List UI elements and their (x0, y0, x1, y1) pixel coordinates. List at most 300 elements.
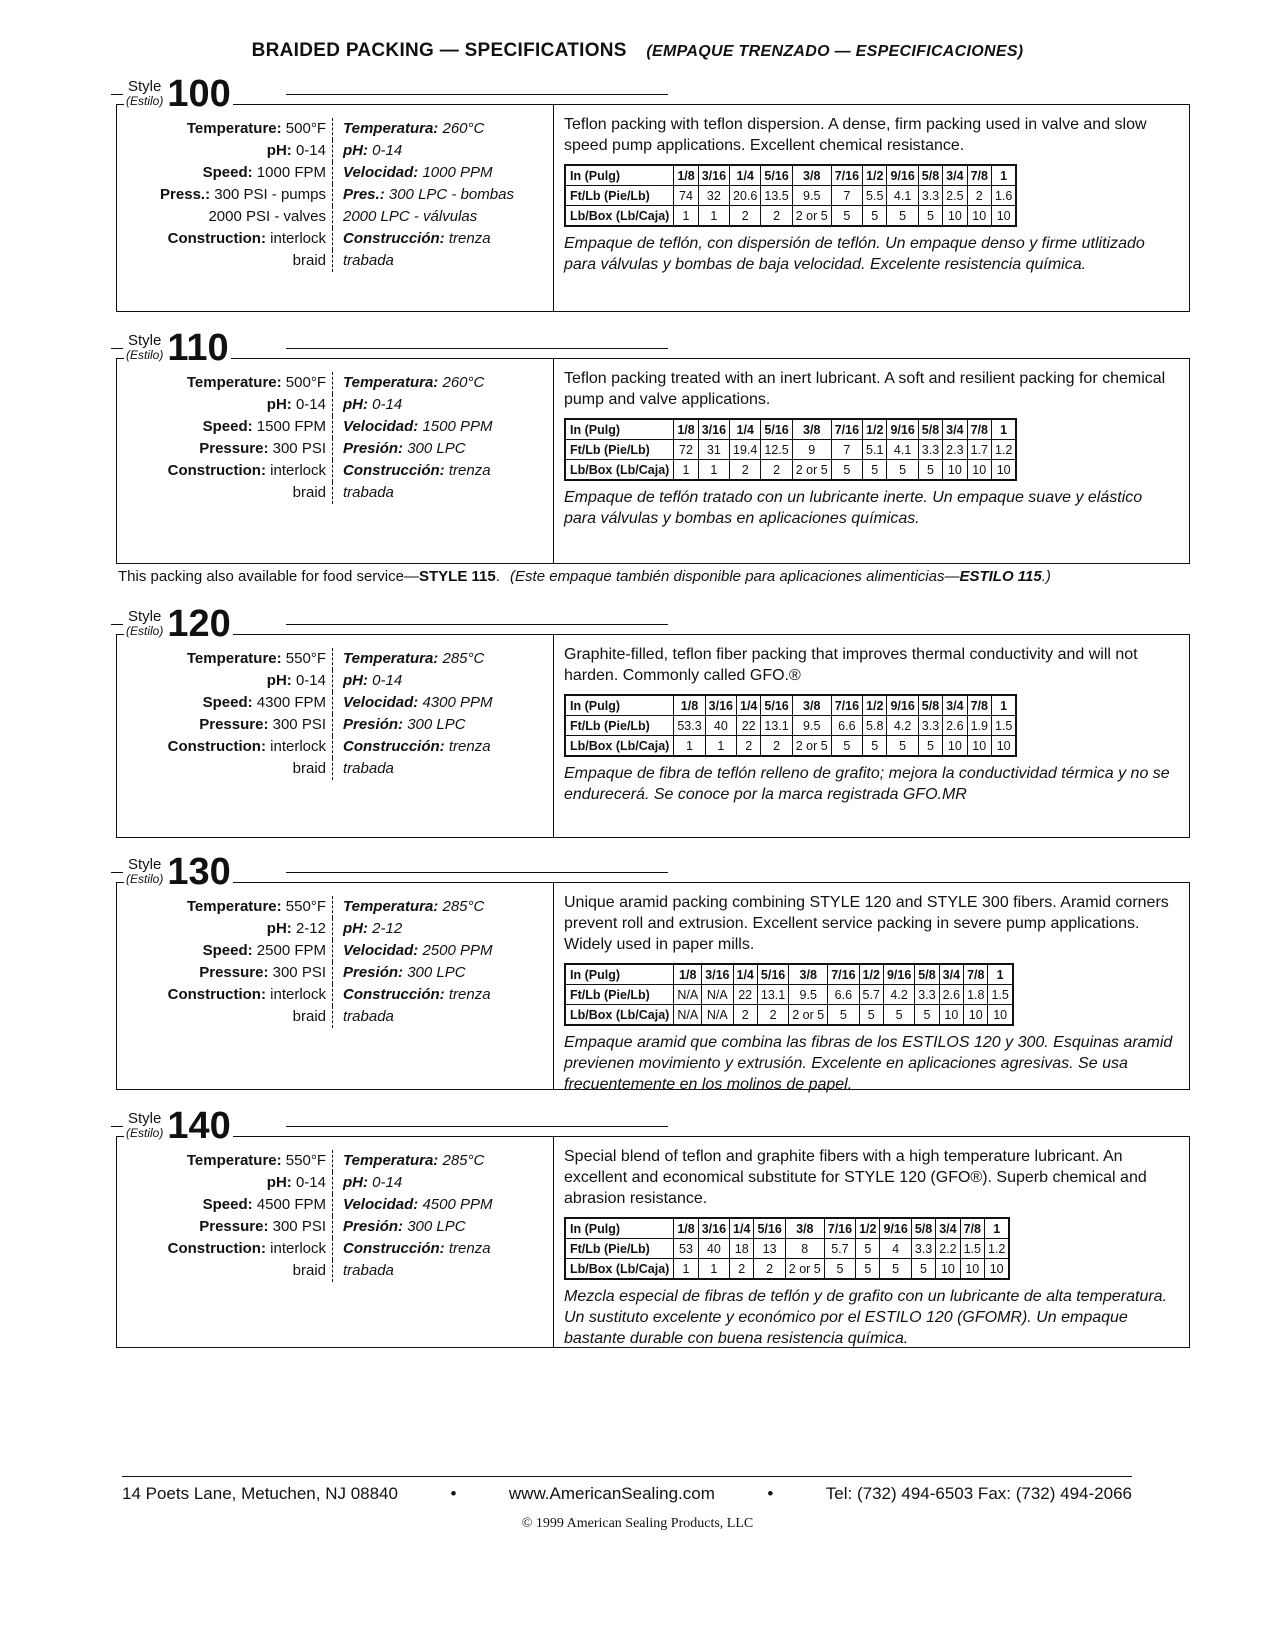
spec-row (116, 228, 554, 250)
size-cell: 1 (988, 964, 1013, 985)
lbbox-cell: 5 (887, 460, 918, 481)
spec-en-label: pH: (266, 396, 292, 413)
size-cell: 7/8 (967, 419, 991, 440)
ftlb-row (565, 1239, 1009, 1259)
spec-es-label: Pres.: (343, 186, 385, 203)
spec-en-value: 2-12 (295, 920, 326, 937)
size-cell: 1/2 (856, 1218, 880, 1239)
footer-website[interactable]: www.AmericanSealing.com (508, 1484, 715, 1503)
spec-divider (332, 162, 341, 184)
lbbox-cell: 5 (831, 460, 862, 481)
size-cell: 3/8 (789, 964, 828, 985)
spec-row (116, 1006, 554, 1028)
spec-divider (332, 714, 341, 736)
description-panel (564, 1146, 1176, 1349)
spec-en-value: braid (292, 1008, 326, 1025)
spec-es (341, 714, 554, 736)
spec-en-label: Construction: (167, 738, 266, 755)
spec-en-label: Pressure: (199, 964, 269, 981)
note-es-bold: ESTILO 115 (959, 568, 1042, 585)
spec-en (116, 896, 328, 918)
spec-es-value: 0-14 (372, 1174, 403, 1191)
spec-divider (332, 1238, 341, 1260)
spec-es-value: 285°C (442, 898, 485, 915)
size-cell: 9/16 (887, 419, 918, 440)
ftlb-cell: 53 (674, 1239, 698, 1259)
ftlb-cell: 5.1 (863, 440, 887, 460)
spec-list (116, 1150, 554, 1282)
size-cell: 5/8 (915, 964, 939, 985)
spec-en-value: 0-14 (295, 396, 326, 413)
spec-es (341, 758, 554, 780)
description-en: Graphite-filled, teflon fiber packing that improves thermal conductivity and will not harden. Commonly called GFO.® (564, 646, 1138, 684)
lbbox-cell: 1 (674, 206, 698, 227)
spec-es-value: trenza (448, 1240, 491, 1257)
lbbox-header: Lb/Box (Lb/Caja) (565, 460, 674, 481)
spec-es-label: pH: (343, 920, 368, 937)
size-cell: 1/2 (863, 695, 887, 716)
style-word: Style (127, 1110, 162, 1127)
size-cell: 5/16 (761, 695, 792, 716)
spec-en-value: interlock (270, 738, 326, 755)
spec-en (116, 1150, 328, 1172)
spec-es-label: Temperatura: (343, 374, 439, 391)
size-header: In (Pulg) (565, 419, 674, 440)
style-number: 120 (167, 603, 231, 645)
header-rule (286, 94, 668, 95)
size-cell: 3/8 (792, 419, 831, 440)
ftlb-cell: 19.4 (730, 440, 761, 460)
spec-es-label: Presión: (343, 716, 404, 733)
spec-en-value: interlock (270, 986, 326, 1003)
spec-en (116, 250, 328, 272)
ftlb-row (565, 440, 1016, 460)
spec-es (341, 896, 554, 918)
lbbox-cell: 10 (985, 1259, 1010, 1280)
style-word: Style (127, 78, 162, 95)
spec-divider (332, 206, 341, 228)
size-cell: 5/16 (757, 964, 788, 985)
spec-en (116, 670, 328, 692)
description-panel (564, 368, 1176, 529)
footer-address: 14 Poets Lane, Metuchen, NJ 08840 (122, 1484, 398, 1503)
lbbox-cell: 10 (943, 460, 967, 481)
style-block-110 (116, 327, 1190, 564)
spec-es (341, 1194, 554, 1216)
spec-es (341, 1006, 554, 1028)
spec-es (341, 140, 554, 162)
ftlb-cell: 40 (705, 716, 736, 736)
spec-en (116, 460, 328, 482)
spec-en (116, 940, 328, 962)
size-cell: 3/4 (943, 165, 967, 186)
ftlb-cell: 1.7 (967, 440, 991, 460)
spec-divider (332, 416, 341, 438)
size-cell: 1/8 (674, 964, 702, 985)
lbbox-cell: N/A (674, 1005, 702, 1026)
spec-divider (332, 1260, 341, 1282)
spec-row (116, 162, 554, 184)
lbbox-row (565, 460, 1016, 481)
size-cell: 3/16 (698, 1218, 729, 1239)
lbbox-cell: 5 (863, 206, 887, 227)
lbbox-cell: 2 or 5 (785, 1259, 824, 1280)
ftlb-cell: 72 (674, 440, 698, 460)
size-cell: 5/16 (761, 165, 792, 186)
size-cell: 1 (991, 419, 1016, 440)
spec-es-value: trenza (448, 986, 491, 1003)
spec-es-value: 2-12 (372, 920, 403, 937)
spec-divider (332, 140, 341, 162)
spec-divider (332, 438, 341, 460)
spec-divider (332, 1006, 341, 1028)
spec-es (341, 736, 554, 758)
size-cell: 3/4 (939, 964, 963, 985)
spec-es-label: Velocidad: (343, 164, 419, 181)
style-number: 140 (167, 1105, 231, 1147)
lbbox-cell: 5 (918, 206, 942, 227)
spec-row (116, 482, 554, 504)
lbbox-row (565, 736, 1016, 757)
description-en: Unique aramid packing combining STYLE 120 and STYLE 300 fibers. Aramid corners prevent roll and extrusion. Excellent service packing in severe pump applications. Widely used in paper mills. (564, 894, 1169, 953)
style-number: 110 (167, 327, 229, 369)
spec-en-label: Speed: (202, 694, 253, 711)
spec-en-value: 1000 FPM (256, 164, 326, 181)
spec-row (116, 1238, 554, 1260)
spec-row (116, 394, 554, 416)
ftlb-row (565, 716, 1016, 736)
header-rule (286, 348, 668, 349)
ftlb-cell: 7 (831, 440, 862, 460)
spec-es-value: trabada (343, 484, 394, 501)
ftlb-cell: 1.8 (964, 985, 988, 1005)
estilo-word: (Estilo) (126, 624, 164, 638)
lbbox-row (565, 206, 1016, 227)
ftlb-cell: 4.1 (887, 440, 918, 460)
ftlb-cell: 9.5 (792, 186, 831, 206)
size-cell: 5/16 (761, 419, 792, 440)
lbbox-cell: 5 (859, 1005, 883, 1026)
spec-en-label: pH: (266, 1174, 292, 1191)
style-label (126, 857, 163, 887)
spec-list (116, 372, 554, 504)
spec-es-label: Construcción: (343, 1240, 445, 1257)
ftlb-cell: 2.2 (936, 1239, 960, 1259)
style-header (124, 328, 231, 368)
ftlb-row (565, 186, 1016, 206)
ftlb-cell: 2.3 (943, 440, 967, 460)
size-cell: 9/16 (880, 1218, 911, 1239)
size-header: In (Pulg) (565, 964, 674, 985)
size-cell: 1/4 (730, 1218, 754, 1239)
spec-divider (332, 228, 341, 250)
size-cell: 1/2 (863, 165, 887, 186)
spec-es (341, 1172, 554, 1194)
spec-es (341, 1150, 554, 1172)
spec-en (116, 984, 328, 1006)
note-es-suffix: .) (1041, 568, 1051, 585)
lbbox-cell: 5 (887, 736, 918, 757)
spec-es-value: trabada (343, 252, 394, 269)
spec-en-value: 0-14 (295, 1174, 326, 1191)
size-cell: 3/16 (698, 165, 729, 186)
spec-divider (332, 758, 341, 780)
lbbox-cell: 5 (863, 460, 887, 481)
size-table (564, 694, 1017, 757)
spec-es (341, 918, 554, 940)
ftlb-cell: 22 (733, 985, 757, 1005)
spec-divider (332, 896, 341, 918)
note-en-bold: STYLE 115 (418, 568, 496, 585)
spec-en-value: 550°F (285, 650, 326, 667)
size-cell: 5/8 (918, 165, 942, 186)
spec-en-value: braid (292, 252, 326, 269)
lbbox-cell: 10 (960, 1259, 984, 1280)
spec-en (116, 1006, 328, 1028)
spec-en-label: Speed: (202, 1196, 253, 1213)
spec-divider (332, 918, 341, 940)
size-cell: 9/16 (887, 695, 918, 716)
spec-es-label: Construcción: (343, 986, 445, 1003)
header-rule (286, 1126, 668, 1127)
spec-es (341, 984, 554, 1006)
spec-divider (332, 736, 341, 758)
spec-row (116, 416, 554, 438)
spec-es (341, 648, 554, 670)
spec-divider (332, 692, 341, 714)
spec-en-value: 4300 FPM (256, 694, 326, 711)
ftlb-cell: 1.5 (991, 716, 1016, 736)
lbbox-cell: 2 (730, 460, 761, 481)
spec-row (116, 206, 554, 228)
ftlb-cell: 5.8 (863, 716, 887, 736)
spec-es (341, 118, 554, 140)
food-service-note: This packing also available for food service—STYLE 115. (Este empaque también disponible para aplicaciones alimenticias—ESTILO 115.) (118, 568, 1051, 585)
description-es: Empaque de fibra de teflón relleno de grafito; mejora la conductividad térmica y no se endurecerá. Se conoce por la marca registrada GFO.MR (564, 765, 1170, 803)
size-cell: 1/2 (859, 964, 883, 985)
spec-es-value: 260°C (442, 120, 485, 137)
ftlb-cell: 6.6 (828, 985, 859, 1005)
spec-en (116, 438, 328, 460)
lbbox-cell: 1 (698, 460, 729, 481)
size-cell: 3/16 (698, 419, 729, 440)
size-cell: 3/16 (705, 695, 736, 716)
spec-en (116, 118, 328, 140)
lbbox-cell: 10 (991, 206, 1016, 227)
spec-divider (332, 460, 341, 482)
size-cell: 3/4 (943, 695, 967, 716)
ftlb-cell: 12.5 (761, 440, 792, 460)
lbbox-cell: 2 (730, 206, 761, 227)
ftlb-cell: 4.1 (887, 186, 918, 206)
lbbox-cell: 1 (698, 1259, 729, 1280)
spec-list (116, 896, 554, 1028)
spec-es-label: Construcción: (343, 738, 445, 755)
size-cell: 1/4 (733, 964, 757, 985)
ftlb-cell: 5.7 (859, 985, 883, 1005)
ftlb-header: Ft/Lb (Pie/Lb) (565, 716, 674, 736)
spec-es-value: 4500 PPM (422, 1196, 493, 1213)
spec-en-value: 500°F (285, 374, 326, 391)
spec-en-label: Speed: (202, 418, 253, 435)
footer-bullet: • (450, 1484, 457, 1503)
lbbox-cell: 10 (939, 1005, 963, 1026)
spec-es-label: Presión: (343, 964, 404, 981)
style-number: 100 (167, 73, 231, 115)
spec-row (116, 1194, 554, 1216)
spec-en-value: 4500 FPM (256, 1196, 326, 1213)
spec-divider (332, 648, 341, 670)
ftlb-cell: 8 (785, 1239, 824, 1259)
lbbox-cell: 2 (737, 736, 761, 757)
style-header (124, 852, 233, 892)
lbbox-cell: 2 (757, 1005, 788, 1026)
spec-es-value: 300 LPC - bombas (388, 186, 514, 203)
lbbox-cell: 2 (733, 1005, 757, 1026)
spec-en-value: 0-14 (295, 672, 326, 689)
spec-es-value: 285°C (442, 650, 485, 667)
size-cell: 7/16 (828, 964, 859, 985)
spec-es-label: pH: (343, 396, 368, 413)
size-cell: 3/8 (792, 695, 831, 716)
spec-es (341, 372, 554, 394)
style-block-120 (116, 603, 1190, 838)
spec-en-label: Construction: (167, 462, 266, 479)
lbbox-header: Lb/Box (Lb/Caja) (565, 1005, 674, 1026)
ftlb-cell: 5.5 (863, 186, 887, 206)
description-es: Empaque de teflón, con dispersión de teflón. Un empaque denso y firme utlitizado para válvulas y bombas de baja velocidad. Excelente resistencia química. (564, 235, 1145, 273)
spec-en-value: 300 PSI (272, 440, 326, 457)
spec-row (116, 896, 554, 918)
lbbox-cell: 5 (887, 206, 918, 227)
style-label (126, 609, 163, 639)
note-es-prefix: (Este empaque también disponible para aplicaciones alimenticias— (510, 568, 960, 585)
spec-es-value: trenza (448, 462, 491, 479)
header-rule (111, 348, 123, 349)
estilo-word: (Estilo) (126, 94, 164, 108)
spec-row (116, 118, 554, 140)
ftlb-cell: 4.2 (883, 985, 914, 1005)
spec-en (116, 140, 328, 162)
spec-en-value: 2500 FPM (256, 942, 326, 959)
spec-en-label: pH: (266, 920, 292, 937)
ftlb-cell: 13 (754, 1239, 785, 1259)
ftlb-cell: 1.2 (991, 440, 1016, 460)
style-header (124, 604, 233, 644)
size-cell: 3/4 (943, 419, 967, 440)
size-cell: 5/8 (911, 1218, 935, 1239)
spec-en-value: 2000 PSI - valves (208, 208, 326, 225)
page-title (0, 40, 1275, 62)
spec-row (116, 460, 554, 482)
lbbox-cell: 10 (991, 736, 1016, 757)
estilo-word: (Estilo) (126, 348, 164, 362)
footer-phone: Tel: (732) 494-6503 Fax: (732) 494-2066 (825, 1484, 1132, 1503)
spec-en-value: 550°F (285, 1152, 326, 1169)
spec-en (116, 692, 328, 714)
spec-en-value: 0-14 (295, 142, 326, 159)
size-cell: 1/2 (863, 419, 887, 440)
size-table (564, 1217, 1010, 1280)
lbbox-cell: 10 (967, 206, 991, 227)
description-es: Empaque de teflón tratado con un lubricante inerte. Un empaque suave y elástico para válvulas y bombas en aplicaciones químicas. (564, 489, 1143, 527)
spec-en-value: interlock (270, 1240, 326, 1257)
size-cell: 7/16 (831, 165, 862, 186)
spec-es (341, 416, 554, 438)
ftlb-cell: 9 (792, 440, 831, 460)
spec-es-label: Temperatura: (343, 120, 439, 137)
lbbox-cell: 5 (831, 206, 862, 227)
spec-en-label: pH: (266, 142, 292, 159)
header-rule (286, 872, 668, 873)
spec-en-label: pH: (266, 672, 292, 689)
spec-en (116, 1194, 328, 1216)
description-en: Teflon packing with teflon dispersion. A dense, firm packing used in valve and slow speed pump applications. Excellent chemical resistance. (564, 116, 1147, 154)
spec-es-label: Temperatura: (343, 1152, 439, 1169)
size-cell: 3/4 (936, 1218, 960, 1239)
spec-es-value: trabada (343, 1262, 394, 1279)
style-number: 130 (167, 851, 231, 893)
spec-en (116, 162, 328, 184)
size-cell: 9/16 (887, 165, 918, 186)
lbbox-cell: 1 (698, 206, 729, 227)
lbbox-header: Lb/Box (Lb/Caja) (565, 1259, 674, 1280)
spec-row (116, 670, 554, 692)
spec-divider (332, 1194, 341, 1216)
size-cell: 7/16 (824, 1218, 855, 1239)
size-cell: 1 (985, 1218, 1010, 1239)
style-word: Style (127, 332, 162, 349)
size-cell: 5/16 (754, 1218, 785, 1239)
size-cell: 1/8 (674, 165, 698, 186)
lbbox-cell: 1 (674, 460, 698, 481)
size-cell: 7/8 (967, 695, 991, 716)
spec-es-value: 300 LPC (407, 716, 466, 733)
size-row (565, 695, 1016, 716)
size-cell: 5/8 (918, 419, 942, 440)
spec-en (116, 1260, 328, 1282)
spec-divider (332, 118, 341, 140)
spec-en (116, 962, 328, 984)
ftlb-header: Ft/Lb (Pie/Lb) (565, 985, 674, 1005)
lbbox-cell: 10 (988, 1005, 1013, 1026)
ftlb-cell: 4 (880, 1239, 911, 1259)
ftlb-header: Ft/Lb (Pie/Lb) (565, 440, 674, 460)
spec-es-value: 300 LPC (407, 1218, 466, 1235)
ftlb-cell: 74 (674, 186, 698, 206)
spec-es-label: Velocidad: (343, 694, 419, 711)
ftlb-cell: 5 (856, 1239, 880, 1259)
spec-en-value: braid (292, 760, 326, 777)
spec-en (116, 918, 328, 940)
lbbox-cell: 10 (964, 1005, 988, 1026)
spec-row (116, 184, 554, 206)
spec-es-label: Presión: (343, 1218, 404, 1235)
size-cell: 1 (991, 695, 1016, 716)
size-table (564, 164, 1017, 227)
lbbox-cell: 5 (824, 1259, 855, 1280)
spec-es-value: 285°C (442, 1152, 485, 1169)
size-header: In (Pulg) (565, 695, 674, 716)
spec-divider (332, 250, 341, 272)
lbbox-cell: 2 or 5 (792, 460, 831, 481)
spec-es-label: pH: (343, 672, 368, 689)
spec-es (341, 692, 554, 714)
style-header (124, 1106, 233, 1146)
size-row (565, 165, 1016, 186)
spec-divider (332, 1150, 341, 1172)
spec-divider (332, 962, 341, 984)
